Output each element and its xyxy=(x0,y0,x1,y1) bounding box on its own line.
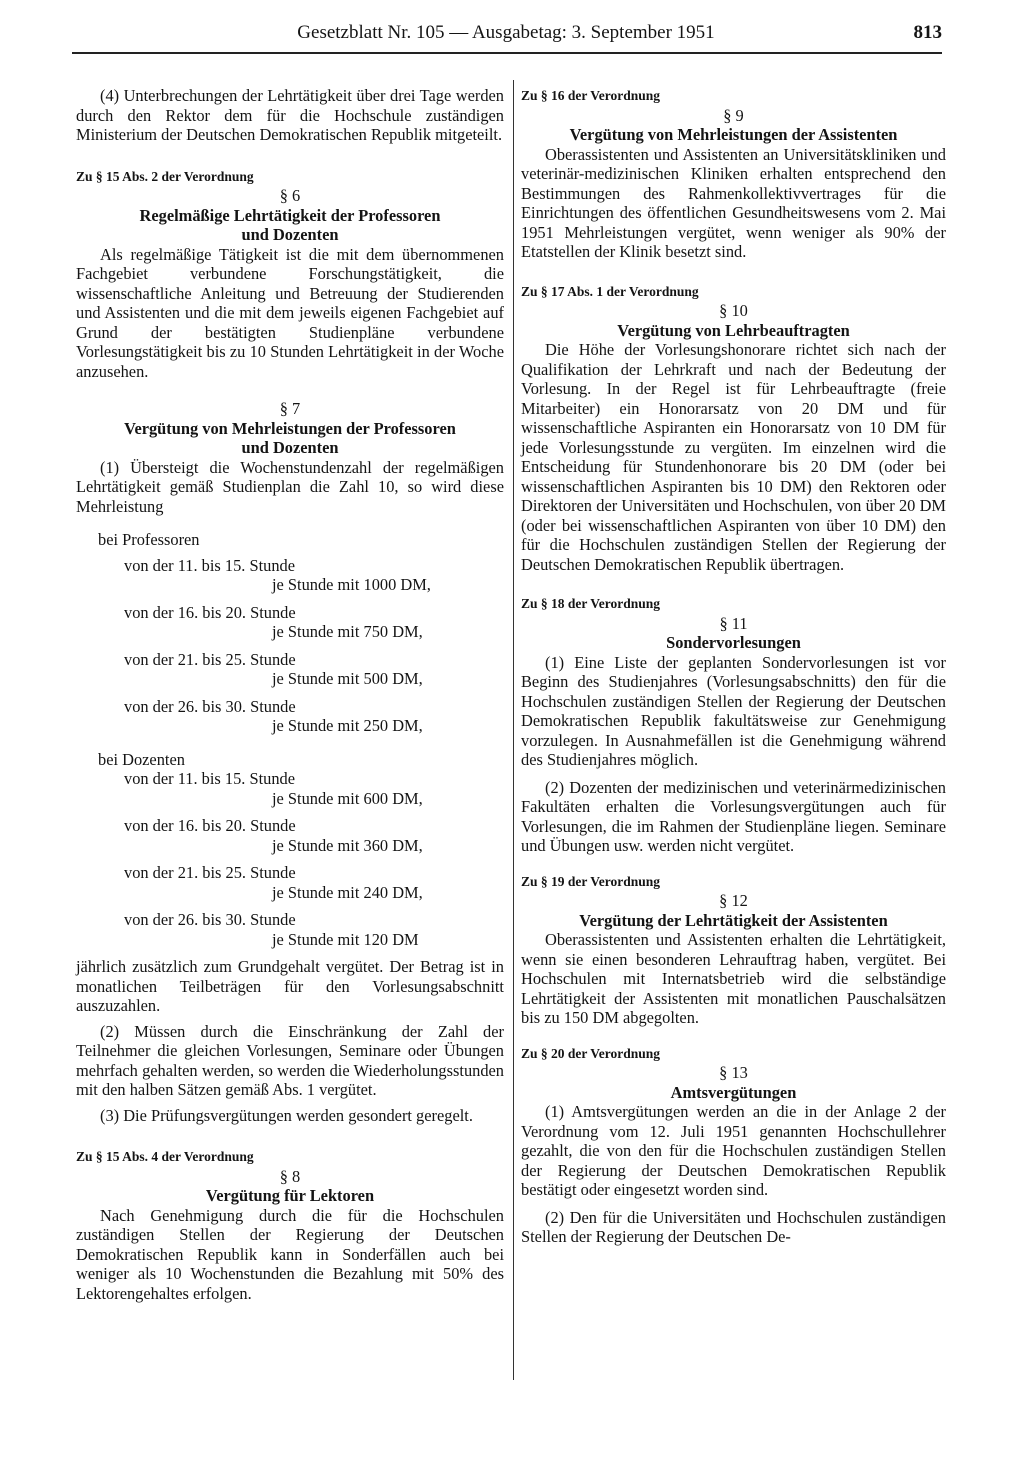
paragraph-intro: (4) Unterbrechungen der Lehrtätigkeit über drei Tage werden durch den Rektor dem für die Hochschule zuständigen Ministerium der Deutschen Demokratischen Republik mitgeteilt. xyxy=(76,86,504,144)
lecturers-label: bei Dozenten xyxy=(98,749,185,769)
column-divider xyxy=(513,80,514,1380)
section-8-paragraph: Nach Genehmigung durch die für die Hochschulen zuständigen Stellen der Regierung der Deutschen Demokratischen Republik kann in Sonderfällen auch bei weniger als 10 Wochenstunden die Bezahlung mit 50% des Lektorengehaltes erfolgen. xyxy=(76,1205,504,1303)
reference-s6: Zu § 15 Abs. 2 der Verordnung xyxy=(76,168,254,184)
doz-rate-value: je Stunde mit 600 DM, xyxy=(272,788,423,808)
reference-s13: Zu § 20 der Verordnung xyxy=(521,1045,661,1061)
section-6-paragraph: Als regelmäßige Tätigkeit ist die mit dem übernommenen Fachgebiet verbundene Forschungstätigkeit, die wissenschaftliche Anleitung und Betreuung der Studierenden und Assistenten und die mit dem jeweils eigenen Fachgebiet auf Grund der bestätigten Studienpläne verbundene Vorlesungstätigkeit bis zu 10 Stunden Lehrtätigkeit in der Woche anzusehen. xyxy=(76,244,504,381)
lecturers-rates xyxy=(76,769,504,949)
section-12-title: Vergütung der Lehrtätigkeit der Assistenten xyxy=(579,910,888,930)
prof-rate-value: je Stunde mit 250 DM, xyxy=(272,716,423,735)
section-12-number: § 12 xyxy=(719,891,748,910)
right-column xyxy=(521,86,946,1247)
section-6-title-line2: und Dozenten xyxy=(241,225,339,244)
section-9-title: Vergütung von Mehrleistungen der Assistenten xyxy=(569,125,898,144)
doz-rate-value: je Stunde mit 360 DM, xyxy=(272,835,423,855)
section-7-paragraph-1: (1) Übersteigt die Wochenstundenzahl der regelmäßigen Lehrtätigkeit gemäß Studienplan die Zahl 10, so wird diese Mehrleistung xyxy=(76,457,504,516)
professors-rates xyxy=(76,556,504,736)
section-7-title-line2: und Dozenten xyxy=(241,438,339,457)
page-number: 813 xyxy=(913,22,942,43)
section-9-number: § 9 xyxy=(723,105,744,125)
section-11-number: § 11 xyxy=(719,613,748,633)
reference-s9: Zu § 16 der Verordnung xyxy=(521,88,661,103)
header-title: Gesetzblatt Nr. 105 — Ausgabetag: 3. September 1951 xyxy=(297,22,715,43)
reference-s11: Zu § 18 der Verordnung xyxy=(521,596,661,611)
section-12-paragraph: Oberassistenten und Assistenten erhalten die Lehrtätigkeit, wenn sie einen besonderen Lehrauftrag haben, vergütet. Bei Hochschulen mit Internatsbetrieb wird die selbständige Lehrtätigkeit der Assistenten mit monatlichen Pauschalsätzen bis zu 150 DM abgegolten. xyxy=(521,930,946,1027)
professors-label: bei Professoren xyxy=(98,530,200,549)
doz-rate-value: je Stunde mit 120 DM xyxy=(272,929,419,949)
prof-rate-value: je Stunde mit 500 DM, xyxy=(272,669,423,688)
reference-s10: Zu § 17 Abs. 1 der Verordnung xyxy=(521,283,699,299)
section-7-paragraph-after: jährlich zusätzlich zum Grundgehalt vergütet. Der Betrag ist in monatlichen Teilbeträgen für den Vorlesungsabschnitt auszuzahlen. xyxy=(76,957,504,1015)
prof-rate-range: von der 26. bis 30. Stunde xyxy=(124,696,296,716)
section-7-number: § 7 xyxy=(279,399,301,418)
section-9-paragraph: Oberassistenten und Assistenten an Universitätskliniken und veterinär-medizinischen Kliniken erhalten entsprechend den Bestimmungen des Rahmenkollektivvertrages für die Einrichtungen des öffentlichen Gesundheitswesens vom 2. Mai 1951 Mehrleistungen vergütet, wenn weniger als 90% der Etatstellen der Klinik besetzt sind. xyxy=(521,144,946,261)
doz-rate-range: von der 21. bis 25. Stunde xyxy=(124,863,296,882)
section-11-paragraph-1: (1) Eine Liste der geplanten Sondervorlesungen ist vor Beginn des Studienjahres (Vorlesungsabschnitts) den für die Hochschulen zuständigen Stellen der Regierung der Deutschen Demokratischen Republik fakultätsweise zur Genehmigung vorzulegen. In Ausnahmefällen ist die Genehmigung während des Studienjahres möglich. xyxy=(521,652,946,769)
page-header xyxy=(70,22,942,52)
header-rule xyxy=(72,52,942,54)
section-13-paragraph-1: (1) Amtsvergütungen werden an die in der Anlage 2 der Verordnung vom 12. Juli 1951 genannten Hochschullehrer gezahlt, die von den für die Hochschulen zuständigen Stellen der Regierung der Deutschen Demokratischen Republik bestätigt oder eingesetzt worden sind. xyxy=(521,1102,946,1199)
doz-rate-range: von der 26. bis 30. Stunde xyxy=(124,910,296,929)
reference-s8: Zu § 15 Abs. 4 der Verordnung xyxy=(76,1149,254,1164)
section-11-paragraph-2: (2) Dozenten der medizinischen und veterinärmedizinischen Fakultäten erhalten die Vorlesungsvergütungen auch für Vorlesungen, die im Rahmen der Studienpläne liegen. Seminare und Übungen usw. werden nicht vergütet. xyxy=(521,777,946,855)
reference-s12: Zu § 19 der Verordnung xyxy=(521,873,661,889)
section-13-number: § 13 xyxy=(719,1063,748,1082)
section-8-number: § 8 xyxy=(279,1166,301,1186)
prof-rate-range: von der 11. bis 15. Stunde xyxy=(124,555,296,575)
section-13-title: Amtsvergütungen xyxy=(670,1082,797,1102)
section-10-title: Vergütung von Lehrbeauftragten xyxy=(617,320,850,340)
prof-rate-range: von der 21. bis 25. Stunde xyxy=(124,649,296,669)
left-column xyxy=(76,86,504,1303)
section-6-title-line1: Regelmäßige Lehrtätigkeit der Professoren xyxy=(139,205,441,225)
prof-rate-value: je Stunde mit 750 DM, xyxy=(272,622,423,641)
section-11-title: Sondervorlesungen xyxy=(666,633,801,652)
prof-rate-value: je Stunde mit 1000 DM, xyxy=(272,575,431,594)
doz-rate-value: je Stunde mit 240 DM, xyxy=(272,882,423,902)
section-13-paragraph-2: (2) Den für die Universitäten und Hochschulen zuständigen Stellen der Regierung der Deutschen De- xyxy=(521,1207,946,1246)
section-8-title: Vergütung für Lektoren xyxy=(205,1186,375,1205)
section-7-title-line1: Vergütung von Mehrleistungen der Professoren xyxy=(124,418,456,438)
section-7-paragraph-2: (2) Müssen durch die Einschränkung der Zahl der Teilnehmer die gleichen Vorlesungen, Seminare oder Übungen mehrfach gehalten werden, so werden die Wiederholungsstunden mit den halben Sätzen gemäß Abs. 1 vergütet. xyxy=(76,1021,504,1099)
section-10-paragraph: Die Höhe der Vorlesungshonorare richtet sich nach der Qualifikation der Lehrkraft und nach der Bedeutung der Vorlesung. In der Regel ist für Lehrbeauftragte (freie Mitarbeiter) ein Honorarsatz von 20 DM und für wissenschaftliche Aspiranten ein Honorarsatz von 10 DM für jede Vorlesungsstunde zu vergüten. Im einzelnen wird die Entscheidung für Stundenhonorare bis 20 DM (oder bei wissenschaftlichen Aspiranten bis 10 DM) den Rektoren oder Direktoren der Universitäten und Hochschulen, von über 20 DM (oder bei wissenschaftlichen Aspiranten von über 10 DM) den für die Hochschulen zuständigen Stellen der Regierung der Deutschen Demokratischen Republik übertragen. xyxy=(521,340,946,574)
doz-rate-range: von der 16. bis 20. Stunde xyxy=(124,816,296,835)
section-6-number: § 6 xyxy=(279,186,301,205)
doz-rate-range: von der 11. bis 15. Stunde xyxy=(124,769,296,788)
section-7-paragraph-3: (3) Die Prüfungsvergütungen werden gesondert geregelt. xyxy=(100,1105,473,1125)
section-10-number: § 10 xyxy=(719,301,748,320)
prof-rate-range: von der 16. bis 20. Stunde xyxy=(124,602,296,622)
